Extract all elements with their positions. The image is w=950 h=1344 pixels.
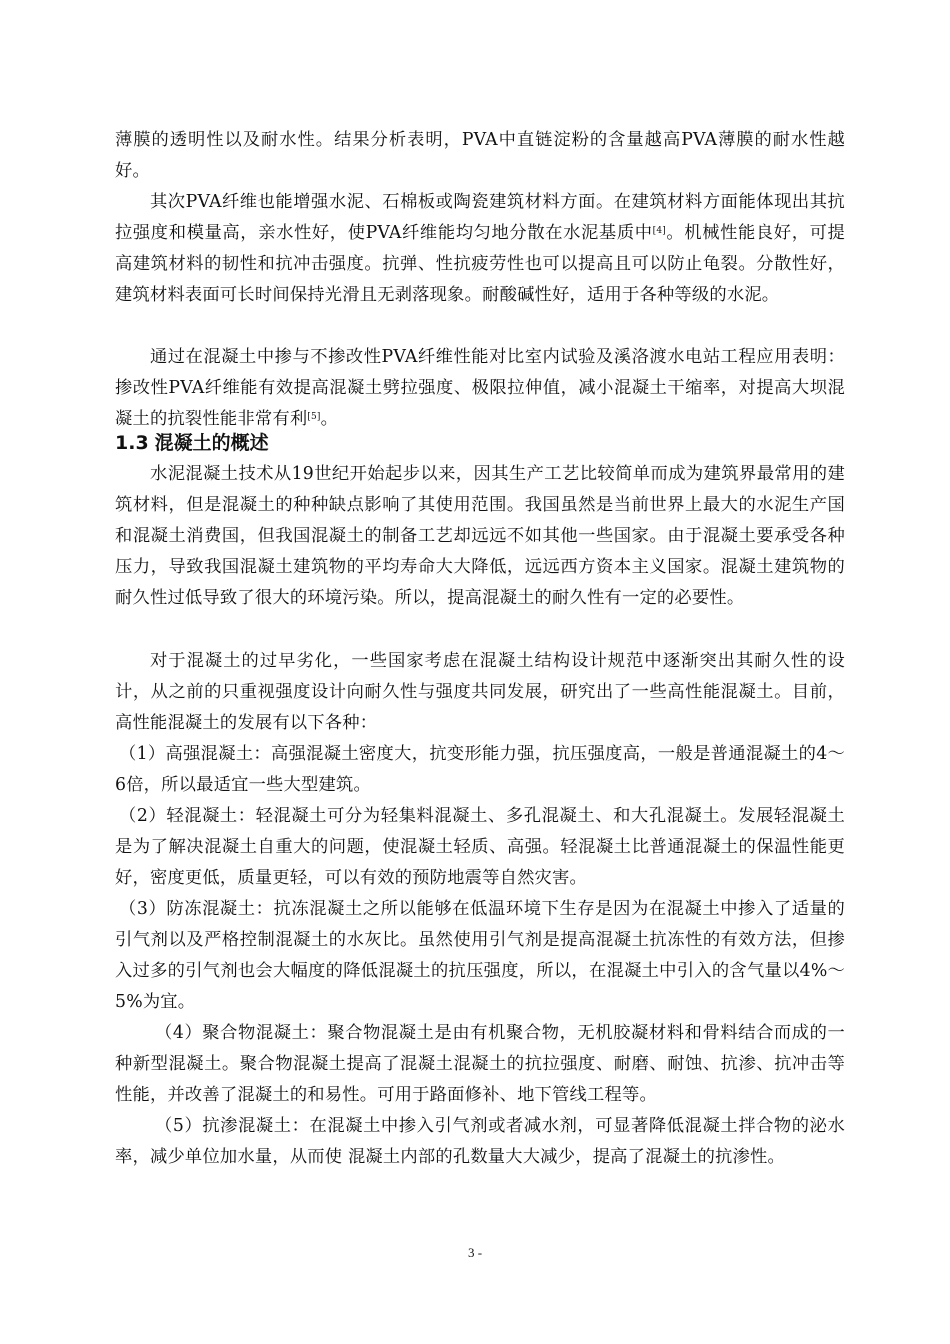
paragraph-pva-fiber-building: [115, 187, 845, 311]
list-item-lightweight: （2）轻混凝土：轻混凝土可分为轻集料混凝土、多孔混凝土、和大孔混凝土。发展轻混凝土是为了解决混凝土自重大的问题，使混凝土轻质、高强。轻混凝土比普通混凝土的保温性能更好，密度更低，质量更轻，可以有效的预防地震等自然灾害。: [115, 806, 845, 888]
list-item-polymer: （4）聚合物混凝土：聚合物混凝土是由有机聚合物，无机胶凝材料和骨料结合而成的一种新型混凝土。聚合物混凝土提高了混凝土混凝土的抗拉强度、耐磨、耐蚀、抗渗、抗冲击等性能，并改善了混凝土的和易性。可用于路面修补、地下管线工程等。: [115, 1023, 845, 1105]
list-item-impermeable: （5）抗渗混凝土：在混凝土中掺入引气剂或者减水剂，可显著降低混凝土拌合物的泌水率，减少单位加水量，从而使 混凝土内部的孔数量大大减少，提高了混凝土的抗渗性。: [115, 1116, 845, 1167]
citation-ref: [5]: [307, 412, 321, 422]
paragraph-text-tail: 。机械性能良好，可提高建筑材料的韧性和抗冲击强度。抗弹、性抗疲劳性也可以提高且可以防止龟裂。分散性好，建筑材料表面可长时间保持光滑且无剥落现象。耐酸碱性好，适用于各种等级的水泥。: [115, 223, 845, 305]
paragraph-concrete-overview: 水泥混凝土技术从19世纪开始起步以来，因其生产工艺比较简单而成为建筑界最常用的建筑材料，但是混凝土的种种缺点影响了其使用范围。我国虽然是当前世界上最大的水泥生产国和混凝土消费国，但我国混凝土的制备工艺却远远不如其他一些国家。由于混凝土要承受各种压力，导致我国混凝土建筑物的平均寿命大大降低，远远西方资本主义国家。混凝土建筑物的耐久性过低导致了很大的环境污染。所以，提高混凝土的耐久性有一定的必要性。: [115, 464, 845, 608]
list-item-high-strength: （1）高强混凝土：高强混凝土密度大，抗变形能力强，抗压强度高，一般是普通混凝土的4～6倍，所以最适宜一些大型建筑。: [115, 744, 845, 795]
paragraph-modified-pva: [115, 342, 845, 435]
section-number: 1.3: [115, 432, 149, 454]
paragraph-text-tail: 。: [320, 409, 339, 429]
section-heading: [115, 428, 275, 455]
list-item-antifreeze: （3）防冻混凝土：抗冻混凝土之所以能够在低温环境下生存是因为在混凝土中掺入了适量的引气剂以及严格控制混凝土的水灰比。虽然使用引气剂是提高混凝土抗冻性的有效方法，但掺入过多的引气剂也会大幅度的降低混凝土的抗压强度，所以，在混凝土中引入的含气量以4%～5%为宜。: [115, 899, 845, 1012]
section-title: 混凝土的概述: [154, 432, 269, 454]
paragraph-text: 其次PVA纤维也能增强水泥、石棉板或陶瓷建筑材料方面。在建筑材料方面能体现出其抗拉强度和模量高，亲水性好，使PVA纤维能均匀地分散在水泥基质中: [115, 192, 845, 243]
page-number: 3 -: [467, 1245, 483, 1260]
paragraph-text: 通过在混凝土中掺与不掺改性PVA纤维性能对比室内试验及溪洛渡水电站工程应用表明：掺改性PVA纤维能有效提高混凝土劈拉强度、极限拉伸值，减小混凝土干缩率，对提高大坝混凝土的抗裂性能非常有利: [115, 347, 845, 429]
paragraph-high-performance: 对于混凝土的过早劣化，一些国家考虑在混凝土结构设计规范中逐渐突出其耐久性的设计，从之前的只重视强度设计向耐久性与强度共同发展，研究出了一些高性能混凝土。目前，高性能混凝土的发展有以下各种：: [115, 651, 845, 733]
paragraph-pva-film: 薄膜的透明性以及耐水性。结果分析表明，PVA中直链淀粉的含量越高PVA薄膜的耐水性越好。: [115, 130, 845, 181]
citation-ref: [4]: [652, 226, 666, 236]
